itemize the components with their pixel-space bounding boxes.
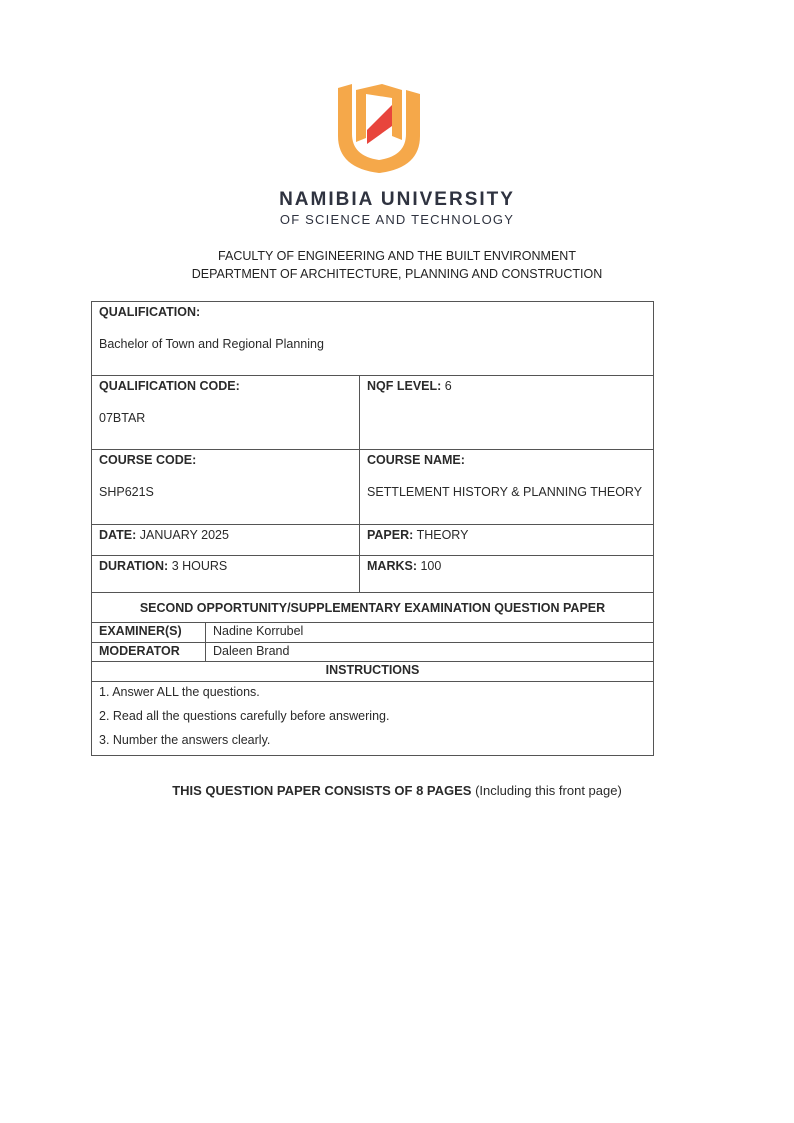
qualification-code-value: 07BTAR [99, 411, 146, 425]
nqf-label: NQF LEVEL: [367, 379, 442, 393]
page-count-rest: (Including this front page) [471, 783, 622, 798]
department-heading: DEPARTMENT OF ARCHITECTURE, PLANNING AND CONSTRUCTION [191, 267, 603, 281]
examiner-label: EXAMINER(S) [92, 623, 206, 643]
page-count-note [0, 783, 794, 798]
instruction-item: 3. Number the answers clearly. [99, 733, 271, 747]
examiner-value: Nadine Korrubel [206, 623, 654, 643]
paper-label: PAPER: [367, 528, 414, 542]
marks-label: MARKS: [367, 559, 417, 573]
duration-value: 3 HOURS [171, 559, 228, 573]
course-name-label: COURSE NAME: [367, 453, 465, 467]
instructions-cell [92, 682, 654, 756]
instructions-heading: INSTRUCTIONS [92, 662, 654, 682]
duration-cell [92, 556, 360, 593]
course-code-label: COURSE CODE: [99, 453, 197, 467]
page-count-bold: THIS QUESTION PAPER CONSISTS OF 8 PAGES [172, 783, 472, 798]
paper-value: THEORY [416, 528, 469, 542]
university-subtitle: OF SCIENCE AND TECHNOLOGY [279, 212, 515, 227]
qualification-label: QUALIFICATION: [99, 305, 201, 319]
qualification-value: Bachelor of Town and Regional Planning [99, 337, 324, 351]
nqf-cell [360, 376, 654, 450]
marks-cell [360, 556, 654, 593]
date-value: JANUARY 2025 [139, 528, 229, 542]
qualification-code-label: QUALIFICATION CODE: [99, 379, 240, 393]
cover-table [91, 301, 654, 756]
course-code-cell [92, 450, 360, 525]
date-cell [92, 525, 360, 556]
duration-label: DURATION: [99, 559, 169, 573]
moderator-value: Daleen Brand [206, 643, 654, 662]
exam-title: SECOND OPPORTUNITY/SUPPLEMENTARY EXAMINATION QUESTION PAPER [92, 593, 654, 623]
instructions-list [99, 685, 646, 747]
qualification-cell [92, 302, 654, 376]
paper-cell [360, 525, 654, 556]
marks-value: 100 [420, 559, 442, 573]
moderator-label: MODERATOR [92, 643, 206, 662]
university-logo [334, 78, 424, 174]
qualification-code-cell [92, 376, 360, 450]
course-name-cell [360, 450, 654, 525]
course-name-value: SETTLEMENT HISTORY & PLANNING THEORY [367, 485, 643, 499]
instruction-item: 2. Read all the questions carefully before answering. [99, 709, 390, 723]
course-code-value: SHP621S [99, 485, 154, 499]
instruction-item: 1. Answer ALL the questions. [99, 685, 260, 699]
university-name: NAMIBIA UNIVERSITY [279, 189, 515, 210]
nqf-value: 6 [444, 379, 452, 393]
date-label: DATE: [99, 528, 137, 542]
faculty-heading: FACULTY OF ENGINEERING AND THE BUILT ENVIRONMENT [218, 249, 576, 263]
